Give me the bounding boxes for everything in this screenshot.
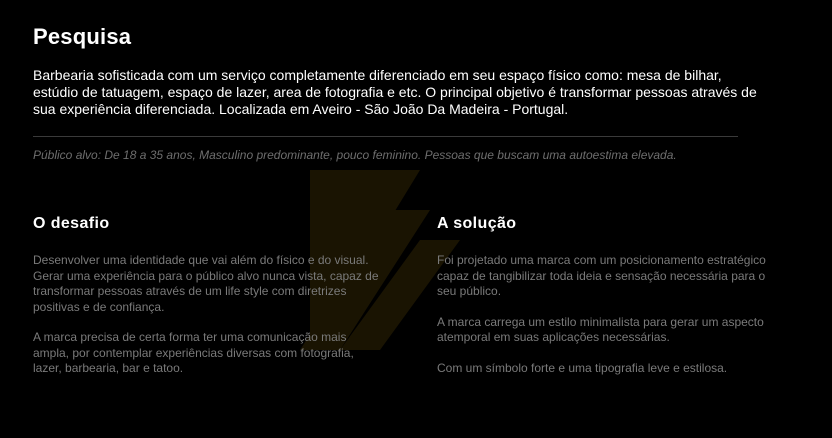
solution-section xyxy=(437,214,787,391)
challenge-paragraph: Desenvolver uma identidade que vai além do físico e do visual. Gerar uma experiência para o público alvo nunca vista, capaz de transformar pessoas através de um life style com diretrizes positivas e de confiança. xyxy=(33,253,379,314)
target-audience: Público alvo: De 18 a 35 anos, Masculino predominante, pouco feminino. Pessoas que buscam uma autoestima elevada. xyxy=(33,148,677,162)
intro-paragraph: Barbearia sofisticada com um serviço completamente diferenciado em seu espaço físico como: mesa de bilhar, estúdio de tatuagem, espaço de lazer, area de fotografia e etc. O principal objetivo é transformar pessoas através de sua experiência diferenciada. Localizada em Aveiro - São João Da Madeira - Portugal. xyxy=(33,67,757,117)
challenge-paragraph: A marca precisa de certa forma ter uma comunicação mais ampla, por contemplar experiências diversas com fotografia, lazer, barbearia, bar e tatoo. xyxy=(33,330,354,375)
solution-paragraph: A marca carrega um estilo minimalista para gerar um aspecto atemporal em suas aplicações necessárias. xyxy=(437,314,764,344)
challenge-heading: O desafio xyxy=(33,215,110,232)
solution-paragraph: Foi projetado uma marca com um posicionamento estratégico capaz de tangibilizar toda ideia e sensação necessária para o seu público. xyxy=(437,253,766,298)
page-title: Pesquisa xyxy=(33,24,132,49)
solution-paragraph: Com um símbolo forte e uma tipografia leve e estilosa. xyxy=(437,360,728,375)
challenge-section xyxy=(33,214,383,392)
section-divider xyxy=(33,136,738,137)
solution-heading: A solução xyxy=(437,215,517,232)
